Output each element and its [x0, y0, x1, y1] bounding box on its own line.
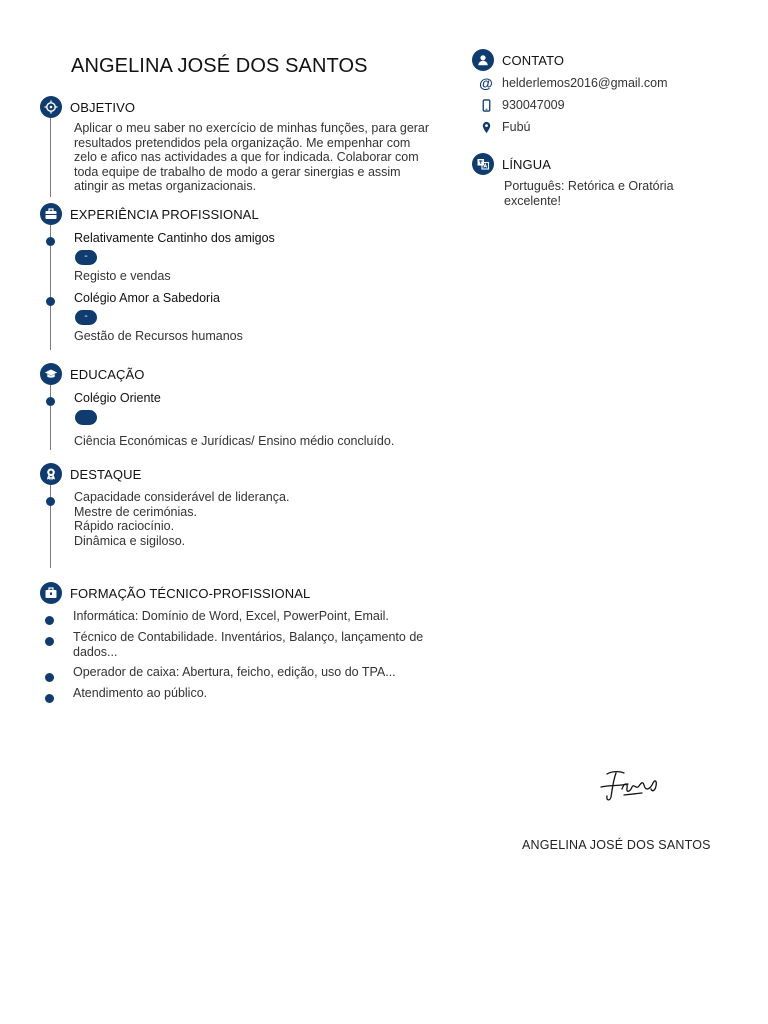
destaque-line: Mestre de cerimónias. — [74, 504, 197, 519]
section-title-experiencia: EXPERIÊNCIA PROFISSIONAL — [70, 206, 259, 222]
objetivo-line: atingir as metas organizacionais. — [74, 179, 257, 193]
award-ribbon-icon — [40, 463, 62, 485]
education-title: Colégio Oriente — [74, 391, 161, 405]
destaque-line: Capacidade considerável de liderança. — [74, 490, 290, 504]
formacao-line: Informática: Domínio de Word, Excel, PowerPoint, Email. — [73, 609, 389, 623]
objetivo-line: Aplicar o meu saber no exercício de minhas funções, para gerar — [74, 121, 430, 135]
timeline-dot — [45, 673, 54, 682]
section-experiencia — [40, 203, 460, 350]
section-objetivo — [40, 96, 460, 197]
formacao-line: Técnico de Contabilidade. Inventários, Balanço, lançamento de — [73, 630, 424, 644]
destaque-text — [74, 490, 460, 548]
timeline-dot — [45, 694, 54, 703]
section-title-lingua: LÍNGUA — [502, 156, 552, 172]
contact-email[interactable]: helderlemos2016@gmail.com — [502, 76, 668, 90]
translate-icon — [472, 153, 494, 175]
experience-item — [74, 290, 460, 344]
formacao-line: Operador de caixa: Abertura, feicho, edição, uso do TPA... — [73, 665, 396, 679]
experience-desc: Gestão de Recursos humanos — [74, 329, 243, 343]
section-title-contato: CONTATO — [502, 52, 565, 68]
language-text — [504, 179, 732, 209]
experience-title: Relativamente Cantinho dos amigos — [74, 231, 275, 245]
experience-item — [74, 230, 460, 284]
formacao-item — [73, 609, 460, 624]
timeline-dot — [46, 497, 55, 506]
formacao-line: dados... — [73, 644, 118, 659]
language-line: excelente! — [504, 194, 561, 208]
section-title-formacao: FORMAÇÃO TÉCNICO-PROFISSIONAL — [70, 585, 311, 601]
objetivo-line: zelo e afico nas actividades a que for indicada. Colaborar com — [74, 150, 419, 164]
graduation-cap-icon — [40, 363, 62, 385]
at-sign-icon: @ — [479, 75, 493, 91]
objetivo-line: resultados pretendidos pela organização. Me empenhar com — [74, 135, 411, 150]
formacao-line: Atendimento ao público. — [73, 685, 208, 700]
timeline-dot — [45, 637, 54, 646]
formacao-item — [73, 686, 460, 701]
formacao-item — [73, 665, 460, 680]
experience-desc: Registo e vendas — [74, 269, 171, 283]
timeline-dot — [45, 616, 54, 625]
candidate-name: ANGELINA JOSÉ DOS SANTOS — [71, 55, 368, 77]
mobile-phone-icon — [478, 97, 494, 113]
timeline-dot — [46, 397, 55, 406]
section-title-educacao: EDUCAÇÃO — [70, 366, 145, 382]
handwritten-signature — [598, 765, 662, 805]
section-contato — [472, 49, 732, 138]
date-badge: - — [75, 250, 97, 265]
objetivo-line: toda equipe de trabalho de modo a gerar sinergias e assim — [74, 164, 401, 179]
contact-location: Fubú — [502, 120, 531, 134]
person-icon — [472, 49, 494, 71]
briefcase-icon — [40, 203, 62, 225]
objetivo-text — [74, 121, 460, 194]
section-lingua — [472, 153, 732, 209]
date-badge: - — [75, 310, 97, 325]
contact-email-row[interactable] — [472, 72, 732, 94]
education-desc: Ciência Económicas e Jurídicas/ Ensino médio concluído. — [74, 434, 395, 448]
section-educacao — [40, 363, 460, 450]
target-icon — [40, 96, 62, 118]
section-destaque — [40, 463, 460, 568]
education-item — [74, 390, 460, 449]
signature-name: ANGELINA JOSÉ DOS SANTOS — [522, 838, 711, 852]
map-pin-icon — [478, 119, 494, 135]
timeline-dot — [46, 297, 55, 306]
contact-location-row — [472, 116, 732, 138]
destaque-line: Rápido raciocínio. — [74, 519, 175, 533]
section-formacao — [40, 582, 460, 700]
destaque-line: Dinâmica e sigiloso. — [74, 533, 186, 548]
experience-title: Colégio Amor a Sabedoria — [74, 291, 220, 305]
formacao-item — [73, 630, 460, 659]
section-title-destaque: DESTAQUE — [70, 466, 142, 482]
contact-phone[interactable]: 930047009 — [502, 98, 565, 112]
section-title-objetivo: OBJETIVO — [70, 99, 136, 115]
toolbox-icon — [40, 582, 62, 604]
timeline-dot — [46, 237, 55, 246]
date-badge — [75, 410, 97, 425]
language-line: Português: Retórica e Oratória — [504, 179, 674, 193]
contact-phone-row[interactable] — [472, 94, 732, 116]
